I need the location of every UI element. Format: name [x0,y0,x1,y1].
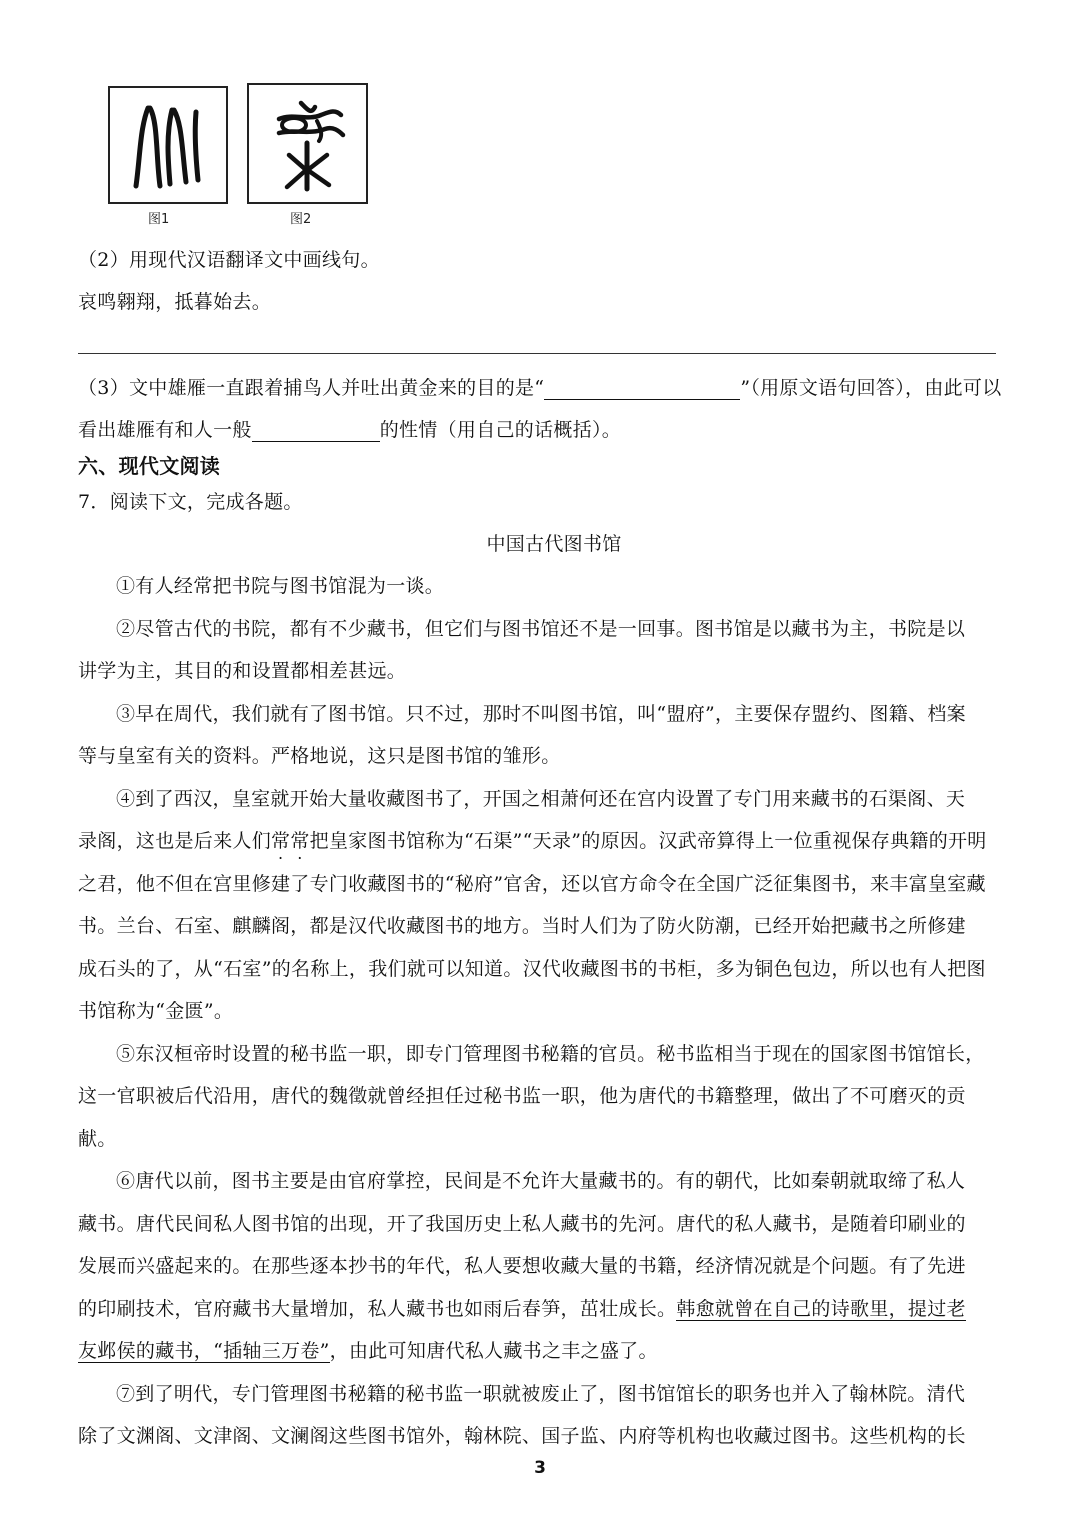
paragraph-4-line-6: 书馆称为“金匮”。 [78,1000,234,1022]
paragraph-7-line-2: 除了文渊阁、文津阁、文澜阁这些图书馆外，翰林院、国子监、内府等机构也收藏过图书。这些机构的长 [78,1425,966,1447]
question-3-line-2 [78,418,621,442]
q3-text-b: ”（用原文语句回答），由此可以 [740,377,1002,399]
question-2-sentence: 哀鸣翱翔，抵暮始去。 [78,291,272,313]
question-3-line-1 [78,376,1002,400]
q3-text-d: 的性情（用自己的话概括）。 [379,419,622,441]
section-title: 六、现代文阅读 [78,454,221,478]
p4-text-a: 录阁，这也是后来人们 [78,830,272,852]
paragraph-1: ①有人经常把书院与图书馆混为一谈。 [116,575,445,597]
paragraph-2-line-2: 讲学为主，其目的和设置都相差甚远。 [78,660,407,682]
page-number: 3 [534,1458,546,1478]
paragraph-5-line-1: ⑤东汉桓帝时设置的秘书监一职，即专门管理图书秘籍的官员。秘书监相当于现在的国家图书馆馆长， [116,1043,985,1065]
paragraph-4-line-4: 书。兰台、石室、麒麟阁，都是汉代收藏图书的地方。当时人们为了防火防潮，已经开始把藏书之所修建 [78,915,966,937]
dotted-char-1: 常 [271,830,291,852]
p4-text-b: 把皇家图书馆称为“石渠”“天录”的原因。汉武帝算得上一位重视保存典籍的开明 [309,830,987,852]
paragraph-3-line-2: 等与皇室有关的资料。严格地说，这只是图书馆的雏形。 [78,745,561,767]
p6-text-b: ，由此可知唐代私人藏书之丰之盛了。 [329,1340,658,1362]
paragraph-4-line-1: ④到了西汉，皇室就开始大量收藏图书了，开国之相萧何还在宫内设置了专门用来藏书的石渠阁、天 [116,788,966,810]
figure-1-caption: 图1 [148,212,170,227]
paragraph-5-line-3: 献。 [78,1128,117,1150]
figure-2-ancient-glyph [247,83,368,204]
paragraph-6-line-3: 发展而兴盛起来的。在那些逐本抄书的年代，私人要想收藏大量的书籍，经济情况就是个问题。有了先进 [78,1255,966,1277]
dotted-char-2: 常 [290,830,310,852]
answer-line[interactable] [78,353,996,354]
question-7-intro: 7．阅读下文，完成各题。 [78,491,303,513]
q3-text-a: （3）文中雄雁一直跟着捕鸟人并吐出黄金来的目的是“ [78,377,545,399]
paragraph-6-line-1: ⑥唐代以前，图书主要是由官府掌控，民间是不允许大量藏书的。有的朝代，比如秦朝就取缔了私人 [116,1170,966,1192]
q3-blank-2[interactable] [252,421,380,442]
paragraph-4-line-2 [78,829,987,853]
underlined-sentence-part-1: 韩愈就曾在自己的诗歌里，提过老 [676,1298,966,1320]
glyph-bird-tree-icon [249,85,366,202]
article-title: 中国古代图书馆 [486,533,622,555]
question-2-prompt: （2）用现代汉语翻译文中画线句。 [78,249,380,271]
paragraph-6-line-2: 藏书。唐代民间私人图书馆的出现，开了我国历史上私人藏书的先河。唐代的私人藏书，是随着印刷业的 [78,1213,966,1235]
paragraph-4-line-5: 成石头的了，从“石室”的名称上，我们就可以知道。汉代收藏图书的书柜，多为铜色包边，所以也有人把图 [78,958,986,980]
paragraph-6-line-5 [78,1339,658,1363]
paragraph-4-line-3: 之君，他不但在宫里修建了专门收藏图书的“秘府”官舍，还以官方命令在全国广泛征集图书，来丰富皇室藏 [78,873,986,895]
q3-text-c: 看出雄雁有和人一般 [78,419,252,441]
q3-blank-1[interactable] [544,379,740,400]
glyph-chuan-icon [110,88,226,202]
figure-1-ancient-glyph [108,86,228,204]
paragraph-6-line-4 [78,1297,966,1321]
paragraph-3-line-1: ③早在周代，我们就有了图书馆。只不过，那时不叫图书馆，叫“盟府”，主要保存盟约、图籍、档案 [116,703,966,725]
paragraph-7-line-1: ⑦到了明代，专门管理图书秘籍的秘书监一职就被废止了，图书馆馆长的职务也并入了翰林院。清代 [116,1383,966,1405]
p6-text-a: 的印刷技术，官府藏书大量增加，私人藏书也如雨后春笋，茁壮成长。 [78,1298,677,1320]
paragraph-2-line-1: ②尽管古代的书院，都有不少藏书，但它们与图书馆还不是一回事。图书馆是以藏书为主，书院是以 [116,618,966,640]
figure-2-caption: 图2 [290,212,312,227]
underlined-sentence-part-2: 友邺侯的藏书，“插轴三万卷” [78,1340,330,1362]
paragraph-5-line-2: 这一官职被后代沿用，唐代的魏徵就曾经担任过秘书监一职，他为唐代的书籍整理，做出了不可磨灭的贡 [78,1085,966,1107]
